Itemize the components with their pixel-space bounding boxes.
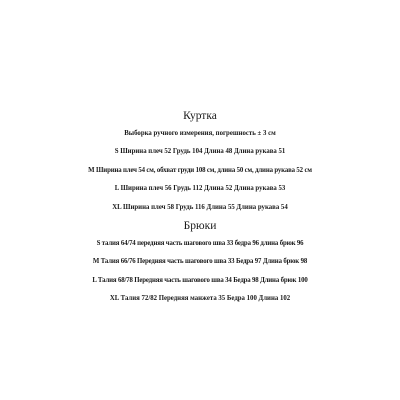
pants-size-l: L Талия 68/78 Передняя часть шагового шва 34 Бедра 98 Длина брюк 100 bbox=[92, 276, 308, 284]
jacket-size-m: M Ширина плеч 54 см, обхват груди 108 см, длина 50 см, длина рукава 52 см bbox=[88, 166, 312, 174]
jacket-size-s: S Ширина плеч 52 Грудь 104 Длина 48 Длина рукава 51 bbox=[114, 148, 286, 156]
pants-title: Брюки bbox=[183, 220, 217, 233]
jacket-size-l: L Ширина плеч 56 Грудь 112 Длина 52 Длина рукава 53 bbox=[114, 185, 286, 193]
pants-size-xl: XL Талия 72/82 Передняя манжета 35 Бедра 100 Длина 102 bbox=[109, 295, 291, 303]
jacket-measurement-note: Выборка ручного измерения, погрешность ± 3 см bbox=[124, 130, 276, 137]
jacket-size-xl: XL Ширина плеч 58 Грудь 116 Длина 55 Длина рукава 54 bbox=[112, 203, 288, 211]
pants-size-m: M Талия 66/76 Передняя часть шагового шва 33 Бедра 97 Длина брюк 98 bbox=[92, 258, 308, 266]
pants-size-s: S талия 64/74 передняя часть шагового шва 33 бедра 96 длина брюк 96 bbox=[96, 240, 304, 248]
jacket-title: Куртка bbox=[183, 110, 217, 122]
size-chart bbox=[0, 107, 400, 309]
